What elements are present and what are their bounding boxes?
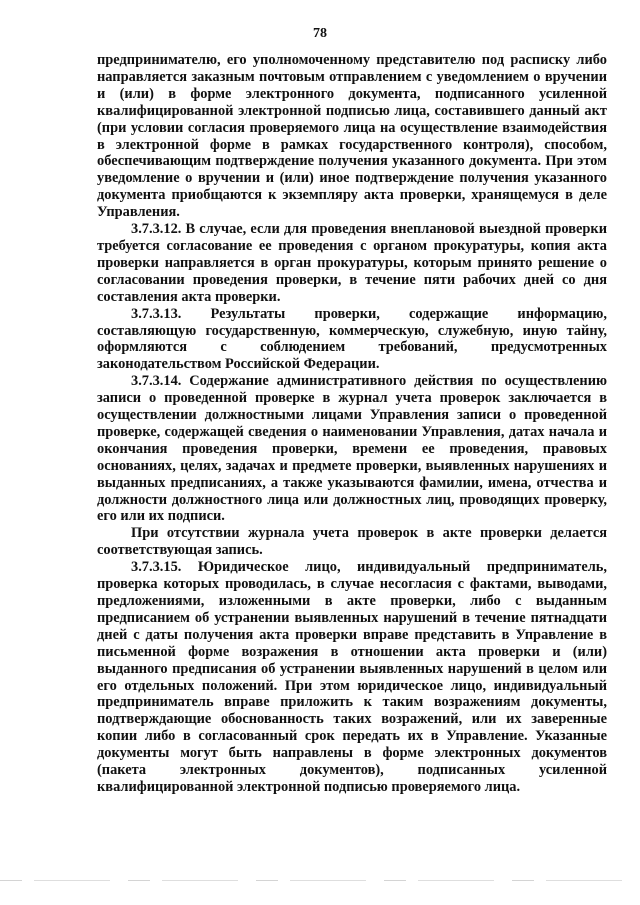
paragraph-continuation: предпринимателю, его уполномоченному представителю под расписку либо направляется заказным почтовым отправлением с уведомлением о вручении и (или) в форме электронного документа, подписанного усиленной квалифицированной электронной подписью лица, составившего данный акт (при условии согласия проверяемого лица на осуществление взаимодействия в электронной форме в рамках государственного контроля), способом, обеспечивающим подтверждение получения указанного документа. При этом уведомление о вручении и (или) иное подтверждение получения указанного документа приобщаются к экземпляру акта проверки, хранящемуся в деле Управления. [97, 52, 607, 221]
paragraph-no-journal: При отсутствии журнала учета проверок в акте проверки делается соответствующая запись. [97, 525, 607, 559]
scan-artifact-line [0, 880, 640, 881]
paragraph-3-7-3-14: 3.7.3.14. Содержание административного действия по осуществлению записи о проведенной проверке в журнал учета проверок заключается в осуществлении должностными лицами Управления записи о проведенной проверке, содержащей сведения о наименовании Управления, датах начала и окончания проведения проверки, времени ее проведения, правовых основаниях, целях, задачах и предмете проверки, выявленных нарушениях и выданных предписаниях, а также указываются фамилии, имена, отчества и должности должностного лица или должностных лиц, проводящих проверку, его или их подписи. [97, 373, 607, 525]
paragraph-3-7-3-13: 3.7.3.13. Результаты проверки, содержащие информацию, составляющую государственную, коммерческую, служебную, иную тайну, оформляются с соблюдением требований, предусмотренных законодательством Российской Федерации. [97, 305, 607, 373]
paragraph-3-7-3-12: 3.7.3.12. В случае, если для проведения внеплановой выездной проверки требуется согласование ее проведения с органом прокуратуры, копия акта проверки направляется в орган прокуратуры, которым принято решение о согласовании проведения проверки, в течение пяти рабочих дней со дня составления акта проверки. [97, 221, 607, 305]
page-number: 78 [313, 26, 327, 41]
document-body [97, 52, 607, 796]
paragraph-3-7-3-15: 3.7.3.15. Юридическое лицо, индивидуальный предприниматель, проверка которых проводилась, в случае несогласия с фактами, выводами, предложениями, изложенными в акте проверки, либо с выданным предписанием об устранении выявленных нарушений в течение пятнадцати дней с даты получения акта проверки вправе представить в Управление в письменной форме возражения в отношении акта проверки и (или) выданного предписания об устранении выявленных нарушений в целом или его отдельных положений. При этом юридическое лицо, индивидуальный предприниматель вправе приложить к таким возражениям документы, подтверждающие обоснованность таких возражений, или их заверенные копии либо в согласованный срок передать их в Управление. Указанные документы могут быть направлены в форме электронных документов (пакета электронных документов), подписанных усиленной квалифицированной электронной подписью проверяемого лица. [97, 559, 607, 795]
